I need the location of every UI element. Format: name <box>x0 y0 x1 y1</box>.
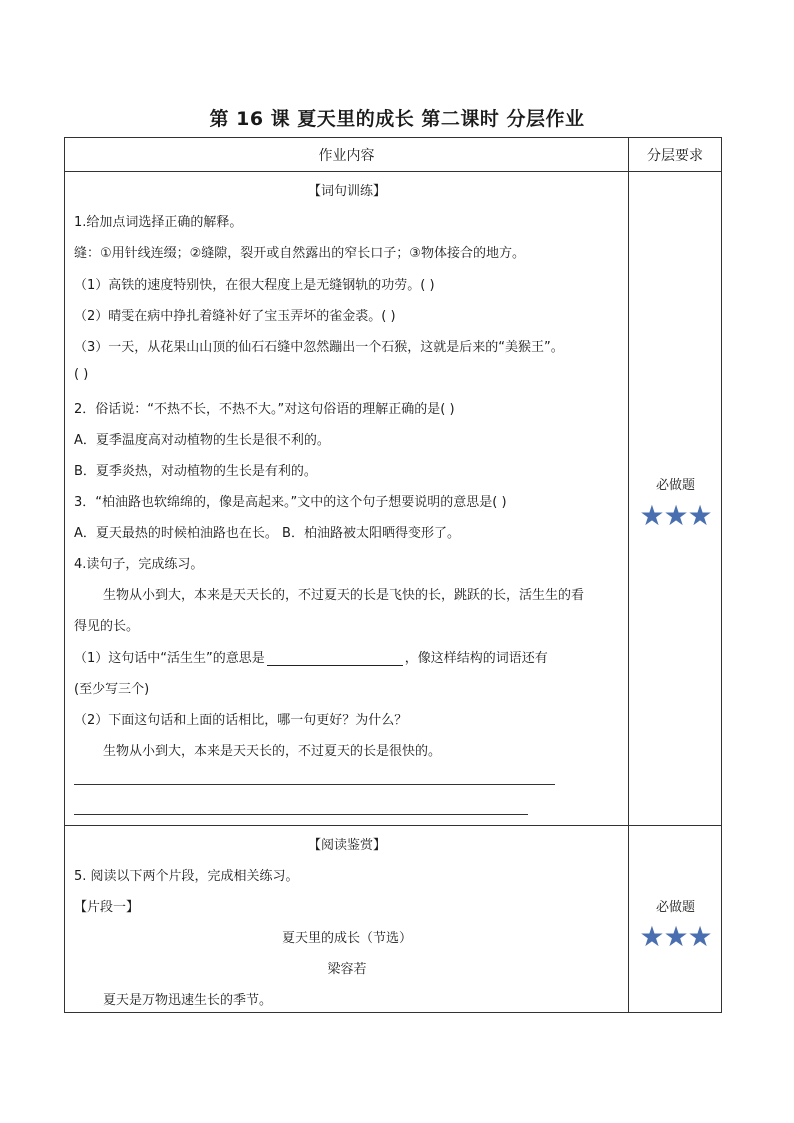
question-1-3: （3）一天，从花果山山顶的仙石石缝中忽然蹦出一个石猴，这就是后来的“美猴王”。 <box>74 340 564 355</box>
question-5: 5. 阅读以下两个片段，完成相关练习。 <box>74 869 299 884</box>
question-4-1-text: ，像这样结构的词语还有 <box>404 651 548 666</box>
answer-line[interactable] <box>74 784 555 785</box>
question-4-2: （2）下面这句话和上面的话相比，哪一句更好？为什么？ <box>74 713 408 728</box>
requirement-cell <box>629 826 722 1013</box>
excerpt-label: 【片段一】 <box>74 900 140 915</box>
content-cell-reading <box>65 826 629 1013</box>
table-header-row <box>65 138 722 172</box>
table-row <box>65 826 722 1013</box>
passage-line: 得见的长。 <box>74 619 140 634</box>
compare-sentence: 生物从小到大，本来是天天长的，不过夏天的长是很快的。 <box>103 744 442 759</box>
excerpt-title: 夏天里的成长（节选） <box>281 931 412 946</box>
question-4-1 <box>74 647 548 666</box>
fill-blank[interactable] <box>267 652 403 666</box>
question-3: 3．“柏油路也软绵绵的，像是高起来。”文中的这个句子想要说明的意思是( ) <box>74 495 507 510</box>
question-4-1-text: （1）这句话中“活生生”的意思是 <box>74 651 265 666</box>
answer-blank: ( ) <box>74 367 89 382</box>
question-1: 1.给加点词选择正确的解释。 <box>74 215 243 230</box>
option-b: B．夏季炎热，对动植物的生长是有利的。 <box>74 464 317 479</box>
header-requirement: 分层要求 <box>629 138 722 172</box>
question-1-2: （2）晴雯在病中挣扎着缝补好了宝玉弄坏的雀金裘。( ) <box>74 309 396 324</box>
option-a: A．夏季温度高对动植物的生长是很不利的。 <box>74 433 330 448</box>
answer-line[interactable] <box>74 814 528 815</box>
requirement-label: 必做题 <box>655 900 695 915</box>
excerpt-text: 夏天是万物迅速生长的季节。 <box>103 993 273 1008</box>
question-1-1: （1）高铁的速度特别快，在很大程度上是无缝钢轨的功劳。( ) <box>74 278 435 293</box>
question-4: 4.读句子，完成练习。 <box>74 557 204 572</box>
question-2: 2．俗话说：“不热不长，不热不大。”对这句俗语的理解正确的是( ) <box>74 402 455 417</box>
requirement-label: 必做题 <box>655 478 695 493</box>
table-row <box>65 172 722 826</box>
page-title: 第 16 课 夏天里的成长 第二课时 分层作业 <box>209 108 585 130</box>
options-ab: A．夏天最热的时候柏油路也在长。 B．柏油路被太阳晒得变形了。 <box>74 526 460 541</box>
star-rating-icon: ★★★ <box>639 499 712 532</box>
homework-table <box>64 137 722 1013</box>
passage-line: 生物从小到大，本来是天天长的，不过夏天的长是飞快的长，跳跃的长，活生生的看 <box>103 588 585 603</box>
question-4-1-note: (至少写三个) <box>74 682 150 697</box>
definition-line: 缝：①用针线连缀；②缝隙，裂开或自然露出的窄长口子；③物体接合的地方。 <box>74 246 525 261</box>
star-rating-icon: ★★★ <box>639 920 712 953</box>
header-content: 作业内容 <box>65 138 629 172</box>
section-heading: 【阅读鉴赏】 <box>307 838 386 853</box>
content-cell-words <box>65 172 629 826</box>
section-heading: 【词句训练】 <box>307 184 386 199</box>
excerpt-author: 梁容若 <box>327 962 367 977</box>
requirement-cell <box>629 172 722 826</box>
